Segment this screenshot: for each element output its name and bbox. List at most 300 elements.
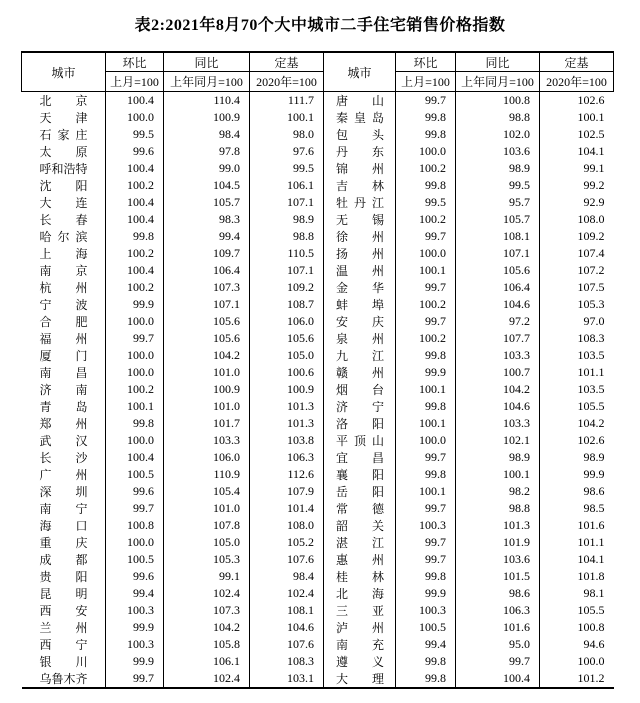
fixedbase-value-cell: 105.5 <box>540 602 614 619</box>
mom-value-cell: 99.9 <box>106 296 164 313</box>
mom-value-cell: 100.5 <box>106 466 164 483</box>
mom-value-cell: 99.9 <box>396 364 456 381</box>
fixedbase-value-cell: 104.2 <box>540 415 614 432</box>
header-yoy-right: 同比 <box>456 52 540 72</box>
city-cell <box>22 670 106 688</box>
yoy-value-cell: 98.9 <box>456 449 540 466</box>
table-row <box>22 364 614 381</box>
table-body <box>22 92 614 689</box>
fixedbase-value-cell: 101.3 <box>250 415 324 432</box>
city-cell <box>324 585 396 602</box>
fixedbase-value-cell: 107.4 <box>540 245 614 262</box>
city-cell <box>324 211 396 228</box>
fixedbase-value-cell: 100.1 <box>540 109 614 126</box>
yoy-value-cell: 105.7 <box>164 194 250 211</box>
table-row <box>22 313 614 330</box>
city-cell <box>324 636 396 653</box>
city-cell <box>324 415 396 432</box>
mom-value-cell: 100.0 <box>106 313 164 330</box>
header-yoy-base-right: 上年同月=100 <box>456 72 540 92</box>
mom-value-cell: 100.3 <box>396 517 456 534</box>
fixedbase-value-cell: 101.8 <box>540 568 614 585</box>
mom-value-cell: 100.2 <box>396 160 456 177</box>
city-label: 遵义 <box>336 655 384 669</box>
city-cell <box>324 517 396 534</box>
city-cell <box>324 432 396 449</box>
city-cell <box>324 483 396 500</box>
city-label: 贵阳 <box>39 570 88 584</box>
city-label: 三亚 <box>336 604 384 618</box>
city-cell <box>22 126 106 143</box>
fixedbase-value-cell: 101.2 <box>540 670 614 688</box>
table-row <box>22 330 614 347</box>
mom-value-cell: 99.8 <box>396 109 456 126</box>
city-label: 常德 <box>336 502 384 516</box>
yoy-value-cell: 105.3 <box>164 551 250 568</box>
mom-value-cell: 100.1 <box>396 483 456 500</box>
mom-value-cell: 100.0 <box>396 245 456 262</box>
yoy-value-cell: 99.5 <box>456 177 540 194</box>
yoy-value-cell: 97.8 <box>164 143 250 160</box>
city-cell <box>22 296 106 313</box>
yoy-value-cell: 98.8 <box>456 109 540 126</box>
city-label: 唐山 <box>336 94 384 108</box>
mom-value-cell: 99.8 <box>396 466 456 483</box>
city-cell <box>22 432 106 449</box>
city-label: 西宁 <box>39 638 88 652</box>
fixedbase-value-cell: 99.9 <box>540 466 614 483</box>
table-row <box>22 415 614 432</box>
city-label: 包头 <box>336 128 384 142</box>
city-label: 南京 <box>39 264 88 278</box>
mom-value-cell: 100.4 <box>106 262 164 279</box>
city-label: 秦皇岛 <box>336 111 384 125</box>
city-label: 牡丹江 <box>336 196 384 210</box>
city-label: 杭州 <box>39 281 88 295</box>
table-row <box>22 177 614 194</box>
yoy-value-cell: 104.2 <box>456 381 540 398</box>
city-cell <box>324 568 396 585</box>
city-cell <box>22 211 106 228</box>
city-label: 惠州 <box>336 553 384 567</box>
yoy-value-cell: 107.3 <box>164 602 250 619</box>
city-cell <box>324 602 396 619</box>
city-cell <box>22 143 106 160</box>
city-label: 长春 <box>39 213 88 227</box>
yoy-value-cell: 100.9 <box>164 109 250 126</box>
yoy-value-cell: 103.3 <box>456 415 540 432</box>
mom-value-cell: 99.6 <box>106 568 164 585</box>
mom-value-cell: 100.1 <box>396 381 456 398</box>
fixedbase-value-cell: 99.1 <box>540 160 614 177</box>
yoy-value-cell: 98.2 <box>456 483 540 500</box>
city-cell <box>22 313 106 330</box>
city-label: 南充 <box>336 638 384 652</box>
city-label: 乌鲁木齐 <box>39 672 88 686</box>
yoy-value-cell: 97.2 <box>456 313 540 330</box>
header-mom-right: 环比 <box>396 52 456 72</box>
table-row <box>22 279 614 296</box>
table-row <box>22 245 614 262</box>
table-row <box>22 143 614 160</box>
mom-value-cell: 99.4 <box>106 585 164 602</box>
mom-value-cell: 100.4 <box>106 92 164 110</box>
yoy-value-cell: 104.5 <box>164 177 250 194</box>
mom-value-cell: 100.0 <box>106 534 164 551</box>
city-cell <box>22 636 106 653</box>
fixedbase-value-cell: 111.7 <box>250 92 324 110</box>
mom-value-cell: 99.7 <box>396 313 456 330</box>
city-label: 大理 <box>336 672 384 686</box>
city-label: 沈阳 <box>39 179 88 193</box>
city-cell <box>22 194 106 211</box>
yoy-value-cell: 110.9 <box>164 466 250 483</box>
fixedbase-value-cell: 101.3 <box>250 398 324 415</box>
city-cell <box>324 279 396 296</box>
city-label: 吉林 <box>336 179 384 193</box>
city-cell <box>22 653 106 670</box>
city-cell <box>22 398 106 415</box>
city-label: 福州 <box>39 332 88 346</box>
city-cell <box>22 466 106 483</box>
header-mom-base-left: 上月=100 <box>106 72 164 92</box>
yoy-value-cell: 102.4 <box>164 585 250 602</box>
city-label: 徐州 <box>336 230 384 244</box>
fixedbase-value-cell: 103.5 <box>540 347 614 364</box>
fixedbase-value-cell: 100.0 <box>540 653 614 670</box>
table-row <box>22 432 614 449</box>
city-label: 无锡 <box>336 213 384 227</box>
header-yoy-base-left: 上年同月=100 <box>164 72 250 92</box>
mom-value-cell: 99.7 <box>396 534 456 551</box>
page-title: 表2:2021年8月70个大中城市二手住宅销售价格指数 <box>134 17 506 34</box>
city-cell <box>324 534 396 551</box>
fixedbase-value-cell: 112.6 <box>250 466 324 483</box>
city-cell <box>22 279 106 296</box>
city-label: 成都 <box>39 553 88 567</box>
city-cell <box>22 534 106 551</box>
city-cell <box>324 500 396 517</box>
city-label: 济南 <box>39 383 88 397</box>
city-label: 平顶山 <box>336 434 384 448</box>
mom-value-cell: 100.4 <box>106 211 164 228</box>
city-label: 安庆 <box>336 315 384 329</box>
table-row <box>22 228 614 245</box>
city-label: 蚌埠 <box>336 298 384 312</box>
table-row <box>22 109 614 126</box>
city-label: 西安 <box>39 604 88 618</box>
fixedbase-value-cell: 106.3 <box>250 449 324 466</box>
fixedbase-value-cell: 108.3 <box>540 330 614 347</box>
city-cell <box>22 228 106 245</box>
yoy-value-cell: 108.1 <box>456 228 540 245</box>
fixedbase-value-cell: 100.9 <box>250 381 324 398</box>
fixedbase-value-cell: 108.3 <box>250 653 324 670</box>
city-label: 烟台 <box>336 383 384 397</box>
header-yoy-left: 同比 <box>164 52 250 72</box>
fixedbase-value-cell: 92.9 <box>540 194 614 211</box>
fixedbase-value-cell: 110.5 <box>250 245 324 262</box>
mom-value-cell: 100.2 <box>106 279 164 296</box>
city-label: 泉州 <box>336 332 384 346</box>
mom-value-cell: 99.8 <box>396 347 456 364</box>
table-row <box>22 466 614 483</box>
city-label: 武汉 <box>39 434 88 448</box>
price-index-table <box>21 51 614 689</box>
yoy-value-cell: 101.5 <box>456 568 540 585</box>
city-cell <box>324 653 396 670</box>
yoy-value-cell: 105.6 <box>164 313 250 330</box>
city-label: 南昌 <box>39 366 88 380</box>
mom-value-cell: 100.2 <box>106 381 164 398</box>
fixedbase-value-cell: 104.1 <box>540 143 614 160</box>
mom-value-cell: 100.0 <box>106 347 164 364</box>
city-cell <box>22 415 106 432</box>
city-label: 韶关 <box>336 519 384 533</box>
yoy-value-cell: 106.1 <box>164 653 250 670</box>
table-row <box>22 194 614 211</box>
mom-value-cell: 99.7 <box>396 279 456 296</box>
mom-value-cell: 100.1 <box>396 262 456 279</box>
city-cell <box>22 364 106 381</box>
table-row <box>22 347 614 364</box>
fixedbase-value-cell: 105.6 <box>250 330 324 347</box>
mom-value-cell: 100.1 <box>106 398 164 415</box>
city-label: 厦门 <box>39 349 88 363</box>
city-cell <box>324 364 396 381</box>
mom-value-cell: 100.8 <box>106 517 164 534</box>
fixedbase-value-cell: 101.4 <box>250 500 324 517</box>
fixedbase-value-cell: 100.1 <box>250 109 324 126</box>
city-cell <box>324 143 396 160</box>
fixedbase-value-cell: 107.1 <box>250 194 324 211</box>
yoy-value-cell: 109.7 <box>164 245 250 262</box>
city-cell <box>324 262 396 279</box>
fixedbase-value-cell: 94.6 <box>540 636 614 653</box>
yoy-value-cell: 107.8 <box>164 517 250 534</box>
city-cell <box>324 160 396 177</box>
yoy-value-cell: 102.0 <box>456 126 540 143</box>
table-row <box>22 449 614 466</box>
mom-value-cell: 100.3 <box>106 636 164 653</box>
yoy-value-cell: 105.7 <box>456 211 540 228</box>
fixedbase-value-cell: 98.0 <box>250 126 324 143</box>
header-city-left: 城市 <box>22 52 106 92</box>
mom-value-cell: 99.8 <box>396 177 456 194</box>
city-cell <box>22 330 106 347</box>
yoy-value-cell: 103.6 <box>456 551 540 568</box>
mom-value-cell: 99.8 <box>106 228 164 245</box>
fixedbase-value-cell: 98.4 <box>250 568 324 585</box>
city-cell <box>324 313 396 330</box>
yoy-value-cell: 95.0 <box>456 636 540 653</box>
yoy-value-cell: 99.4 <box>164 228 250 245</box>
table-row <box>22 483 614 500</box>
mom-value-cell: 100.0 <box>106 432 164 449</box>
yoy-value-cell: 100.1 <box>456 466 540 483</box>
mom-value-cell: 99.5 <box>396 194 456 211</box>
city-label: 郑州 <box>39 417 88 431</box>
city-label: 金华 <box>336 281 384 295</box>
header-fixedbase-left: 定基 <box>250 52 324 72</box>
yoy-value-cell: 105.4 <box>164 483 250 500</box>
fixedbase-value-cell: 107.5 <box>540 279 614 296</box>
fixedbase-value-cell: 103.5 <box>540 381 614 398</box>
mom-value-cell: 100.1 <box>396 415 456 432</box>
table-row <box>22 398 614 415</box>
city-cell <box>22 92 106 110</box>
yoy-value-cell: 104.2 <box>164 347 250 364</box>
city-cell <box>22 177 106 194</box>
table-row <box>22 500 614 517</box>
fixedbase-value-cell: 98.9 <box>250 211 324 228</box>
city-label: 银川 <box>39 655 88 669</box>
table-header <box>22 52 614 92</box>
city-label: 海口 <box>39 519 88 533</box>
fixedbase-value-cell: 103.1 <box>250 670 324 688</box>
mom-value-cell: 100.3 <box>396 602 456 619</box>
city-label: 襄阳 <box>336 468 384 482</box>
city-cell <box>324 330 396 347</box>
yoy-value-cell: 100.9 <box>164 381 250 398</box>
yoy-value-cell: 107.3 <box>164 279 250 296</box>
city-cell <box>22 551 106 568</box>
table-row <box>22 602 614 619</box>
yoy-value-cell: 104.6 <box>456 296 540 313</box>
yoy-value-cell: 101.7 <box>164 415 250 432</box>
city-label: 北京 <box>39 94 88 108</box>
city-cell <box>22 568 106 585</box>
table-row <box>22 126 614 143</box>
table-row <box>22 653 614 670</box>
header-fixedbase-base-left: 2020年=100 <box>250 72 324 92</box>
header-mom-base-right: 上月=100 <box>396 72 456 92</box>
mom-value-cell: 99.7 <box>106 500 164 517</box>
fixedbase-value-cell: 106.1 <box>250 177 324 194</box>
table-row <box>22 160 614 177</box>
fixedbase-value-cell: 108.7 <box>250 296 324 313</box>
yoy-value-cell: 107.7 <box>456 330 540 347</box>
fixedbase-value-cell: 100.6 <box>250 364 324 381</box>
city-cell <box>22 449 106 466</box>
mom-value-cell: 99.7 <box>396 92 456 110</box>
mom-value-cell: 100.5 <box>396 619 456 636</box>
city-label: 太原 <box>39 145 88 159</box>
city-cell <box>324 670 396 688</box>
yoy-value-cell: 110.4 <box>164 92 250 110</box>
city-cell <box>324 551 396 568</box>
table-row <box>22 534 614 551</box>
table-row <box>22 670 614 688</box>
fixedbase-value-cell: 104.6 <box>250 619 324 636</box>
yoy-value-cell: 104.2 <box>164 619 250 636</box>
fixedbase-value-cell: 107.2 <box>540 262 614 279</box>
mom-value-cell: 100.3 <box>106 602 164 619</box>
fixedbase-value-cell: 100.8 <box>540 619 614 636</box>
mom-value-cell: 99.7 <box>106 670 164 688</box>
yoy-value-cell: 106.4 <box>164 262 250 279</box>
city-label: 北海 <box>336 587 384 601</box>
city-label: 呼和浩特 <box>39 162 88 176</box>
city-label: 兰州 <box>39 621 88 635</box>
table-row <box>22 262 614 279</box>
yoy-value-cell: 102.1 <box>456 432 540 449</box>
fixedbase-value-cell: 97.6 <box>250 143 324 160</box>
yoy-value-cell: 98.8 <box>456 500 540 517</box>
table-row <box>22 568 614 585</box>
fixedbase-value-cell: 101.1 <box>540 534 614 551</box>
fixedbase-value-cell: 98.1 <box>540 585 614 602</box>
yoy-value-cell: 98.4 <box>164 126 250 143</box>
city-cell <box>22 585 106 602</box>
mom-value-cell: 99.6 <box>106 143 164 160</box>
city-label: 赣州 <box>336 366 384 380</box>
yoy-value-cell: 107.1 <box>456 245 540 262</box>
table-row <box>22 619 614 636</box>
fixedbase-value-cell: 108.0 <box>250 517 324 534</box>
city-label: 洛阳 <box>336 417 384 431</box>
mom-value-cell: 100.0 <box>106 109 164 126</box>
fixedbase-value-cell: 101.6 <box>540 517 614 534</box>
fixedbase-value-cell: 97.0 <box>540 313 614 330</box>
table-row <box>22 211 614 228</box>
fixedbase-value-cell: 102.6 <box>540 432 614 449</box>
city-cell <box>22 517 106 534</box>
fixedbase-value-cell: 105.5 <box>540 398 614 415</box>
city-cell <box>324 619 396 636</box>
yoy-value-cell: 105.0 <box>164 534 250 551</box>
city-label: 湛江 <box>336 536 384 550</box>
table-row <box>22 585 614 602</box>
city-cell <box>324 466 396 483</box>
fixedbase-value-cell: 98.9 <box>540 449 614 466</box>
table-row <box>22 636 614 653</box>
yoy-value-cell: 101.0 <box>164 500 250 517</box>
mom-value-cell: 99.9 <box>106 653 164 670</box>
city-label: 天津 <box>39 111 88 125</box>
city-cell <box>324 398 396 415</box>
mom-value-cell: 99.9 <box>396 585 456 602</box>
fixedbase-value-cell: 102.6 <box>540 92 614 110</box>
mom-value-cell: 99.8 <box>396 126 456 143</box>
yoy-value-cell: 106.3 <box>456 602 540 619</box>
city-cell <box>22 381 106 398</box>
mom-value-cell: 99.4 <box>396 636 456 653</box>
fixedbase-value-cell: 99.2 <box>540 177 614 194</box>
yoy-value-cell: 103.3 <box>164 432 250 449</box>
header-mom-left: 环比 <box>106 52 164 72</box>
city-cell <box>324 381 396 398</box>
mom-value-cell: 100.2 <box>106 245 164 262</box>
city-cell <box>324 347 396 364</box>
fixedbase-value-cell: 104.1 <box>540 551 614 568</box>
yoy-value-cell: 100.7 <box>456 364 540 381</box>
yoy-value-cell: 98.6 <box>456 585 540 602</box>
city-cell <box>324 126 396 143</box>
city-label: 岳阳 <box>336 485 384 499</box>
city-cell <box>22 483 106 500</box>
city-cell <box>324 177 396 194</box>
yoy-value-cell: 100.4 <box>456 670 540 688</box>
city-label: 长沙 <box>39 451 88 465</box>
fixedbase-value-cell: 108.0 <box>540 211 614 228</box>
fixedbase-value-cell: 107.6 <box>250 636 324 653</box>
yoy-value-cell: 106.0 <box>164 449 250 466</box>
city-label: 南宁 <box>39 502 88 516</box>
fixedbase-value-cell: 99.5 <box>250 160 324 177</box>
yoy-value-cell: 105.8 <box>164 636 250 653</box>
table-row <box>22 92 614 110</box>
